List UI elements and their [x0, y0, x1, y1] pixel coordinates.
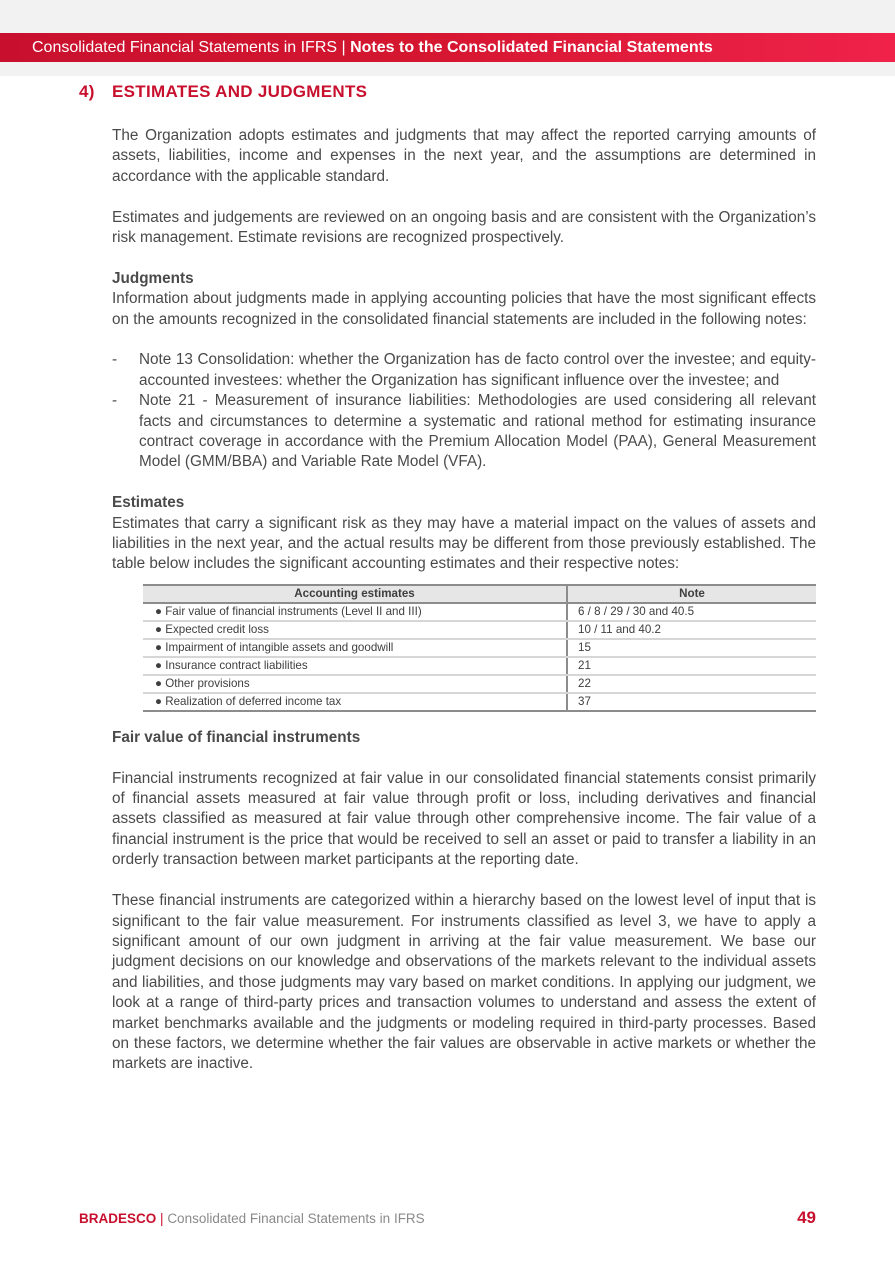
- table-header-row: [143, 585, 816, 603]
- section-heading: [79, 80, 816, 104]
- judgments-text: Information about judgments made in applying accounting policies that have the most significant effects on the amounts recognized in the consolidated financial statements are included in the following notes:: [112, 290, 816, 328]
- list-dash: -: [112, 351, 118, 369]
- list-item: [112, 391, 816, 473]
- fair-value-paragraph: These financial instruments are categorized within a hierarchy based on the lowest level of input that is significant to the fair value measurement. For instruments classified as level 3, we have to apply a significant amount of our own judgment in arriving at the fair value measurement. We base our judgment decisions on our knowledge and observations of the markets relevant to the individual assets and liabilities, and those judgments may vary based on market conditions. In applying our judgment, we look at a range of third-party prices and transaction volumes to understand and assess the extent of market benchmarks available and the judgments or modeling required in third-party processes. Based on these factors, we determine whether the fair values are observable in active markets or whether the markets are inactive.: [112, 892, 816, 1073]
- table-cell: 15: [567, 639, 816, 657]
- list-item-text: Note 21 - Measurement of insurance liabilities: Methodologies are used considering all relevant facts and circumstances to determine a systematic and rational method for estimating insurance contract coverage in accordance with the Premium Allocation Model (PAA), General Measurement Model (GMM/BBA) and Variable Rate Model (VFA).: [139, 392, 816, 471]
- intro-paragraph: Estimates and judgements are reviewed on an ongoing basis and are consistent with the Organization’s risk management. Estimate revisions are recognized prospectively.: [112, 208, 816, 247]
- list-item-text: Note 13 Consolidation: whether the Organization has de facto control over the investee; and equity-accounted investees: whether the Organization has significant influence over the investee; and: [139, 351, 816, 389]
- table-row: [143, 621, 816, 639]
- table-cell: ● Other provisions: [143, 675, 567, 693]
- header-doc-title: Consolidated Financial Statements in IFRS |: [32, 39, 346, 56]
- fair-value-heading: Fair value of financial instruments: [112, 728, 361, 746]
- table-cell: 21: [567, 657, 816, 675]
- table-cell: 37: [567, 693, 816, 711]
- footer-doc-title: Consolidated Financial Statements in IFRS: [167, 1211, 425, 1226]
- estimates-table: [143, 584, 816, 712]
- section-number: 4): [79, 82, 95, 101]
- column-header: Note: [567, 585, 816, 603]
- table-row: [143, 693, 816, 711]
- footer-label: [79, 1211, 425, 1226]
- judgments-list: [112, 350, 816, 472]
- estimates-heading: Estimates: [112, 494, 185, 512]
- page-content: [79, 80, 816, 1075]
- column-header: Accounting estimates: [143, 585, 567, 603]
- list-item: [112, 350, 816, 391]
- table-row: [143, 675, 816, 693]
- list-dash: -: [112, 392, 118, 410]
- table-row: [143, 603, 816, 621]
- header-bar: [0, 33, 895, 62]
- header-section-title: Notes to the Consolidated Financial Statements: [350, 39, 713, 56]
- page-footer: [79, 1208, 816, 1230]
- footer-separator: |: [160, 1211, 164, 1226]
- table-cell: ● Impairment of intangible assets and goodwill: [143, 639, 567, 657]
- table-cell: ● Fair value of financial instruments (Level II and III): [143, 603, 567, 621]
- estimates-text: Estimates that carry a significant risk as they may have a material impact on the values of assets and liabilities in the next year, and the actual results may be different from those previously established. The table below includes the significant accounting estimates and their respective notes:: [112, 514, 816, 573]
- section-body: [112, 104, 816, 1075]
- table-row: [143, 639, 816, 657]
- table-cell: 6 / 8 / 29 / 30 and 40.5: [567, 603, 816, 621]
- section-title: ESTIMATES AND JUDGMENTS: [112, 82, 368, 101]
- table-cell: ● Insurance contract liabilities: [143, 657, 567, 675]
- table-row: [143, 657, 816, 675]
- intro-paragraph: The Organization adopts estimates and judgments that may affect the reported carrying amounts of assets, liabilities, income and expenses in the next year, and the assumptions are determined in accordance with the applicable standard.: [112, 127, 816, 185]
- table-cell: ● Expected credit loss: [143, 621, 567, 639]
- judgments-heading: Judgments: [112, 269, 194, 287]
- table-cell: 10 / 11 and 40.2: [567, 621, 816, 639]
- page-number: 49: [797, 1208, 816, 1227]
- table-cell: ● Realization of deferred income tax: [143, 693, 567, 711]
- table-cell: 22: [567, 675, 816, 693]
- fair-value-paragraph: Financial instruments recognized at fair value in our consolidated financial statements consist primarily of financial assets measured at fair value through profit or loss, including derivatives and financial assets classified as measured at fair value through other comprehensive income. The fair value of a financial instrument is the price that would be received to sell an asset or paid to transfer a liability in an orderly transaction between market participants at the reporting date.: [112, 769, 816, 869]
- footer-brand: BRADESCO: [79, 1211, 157, 1226]
